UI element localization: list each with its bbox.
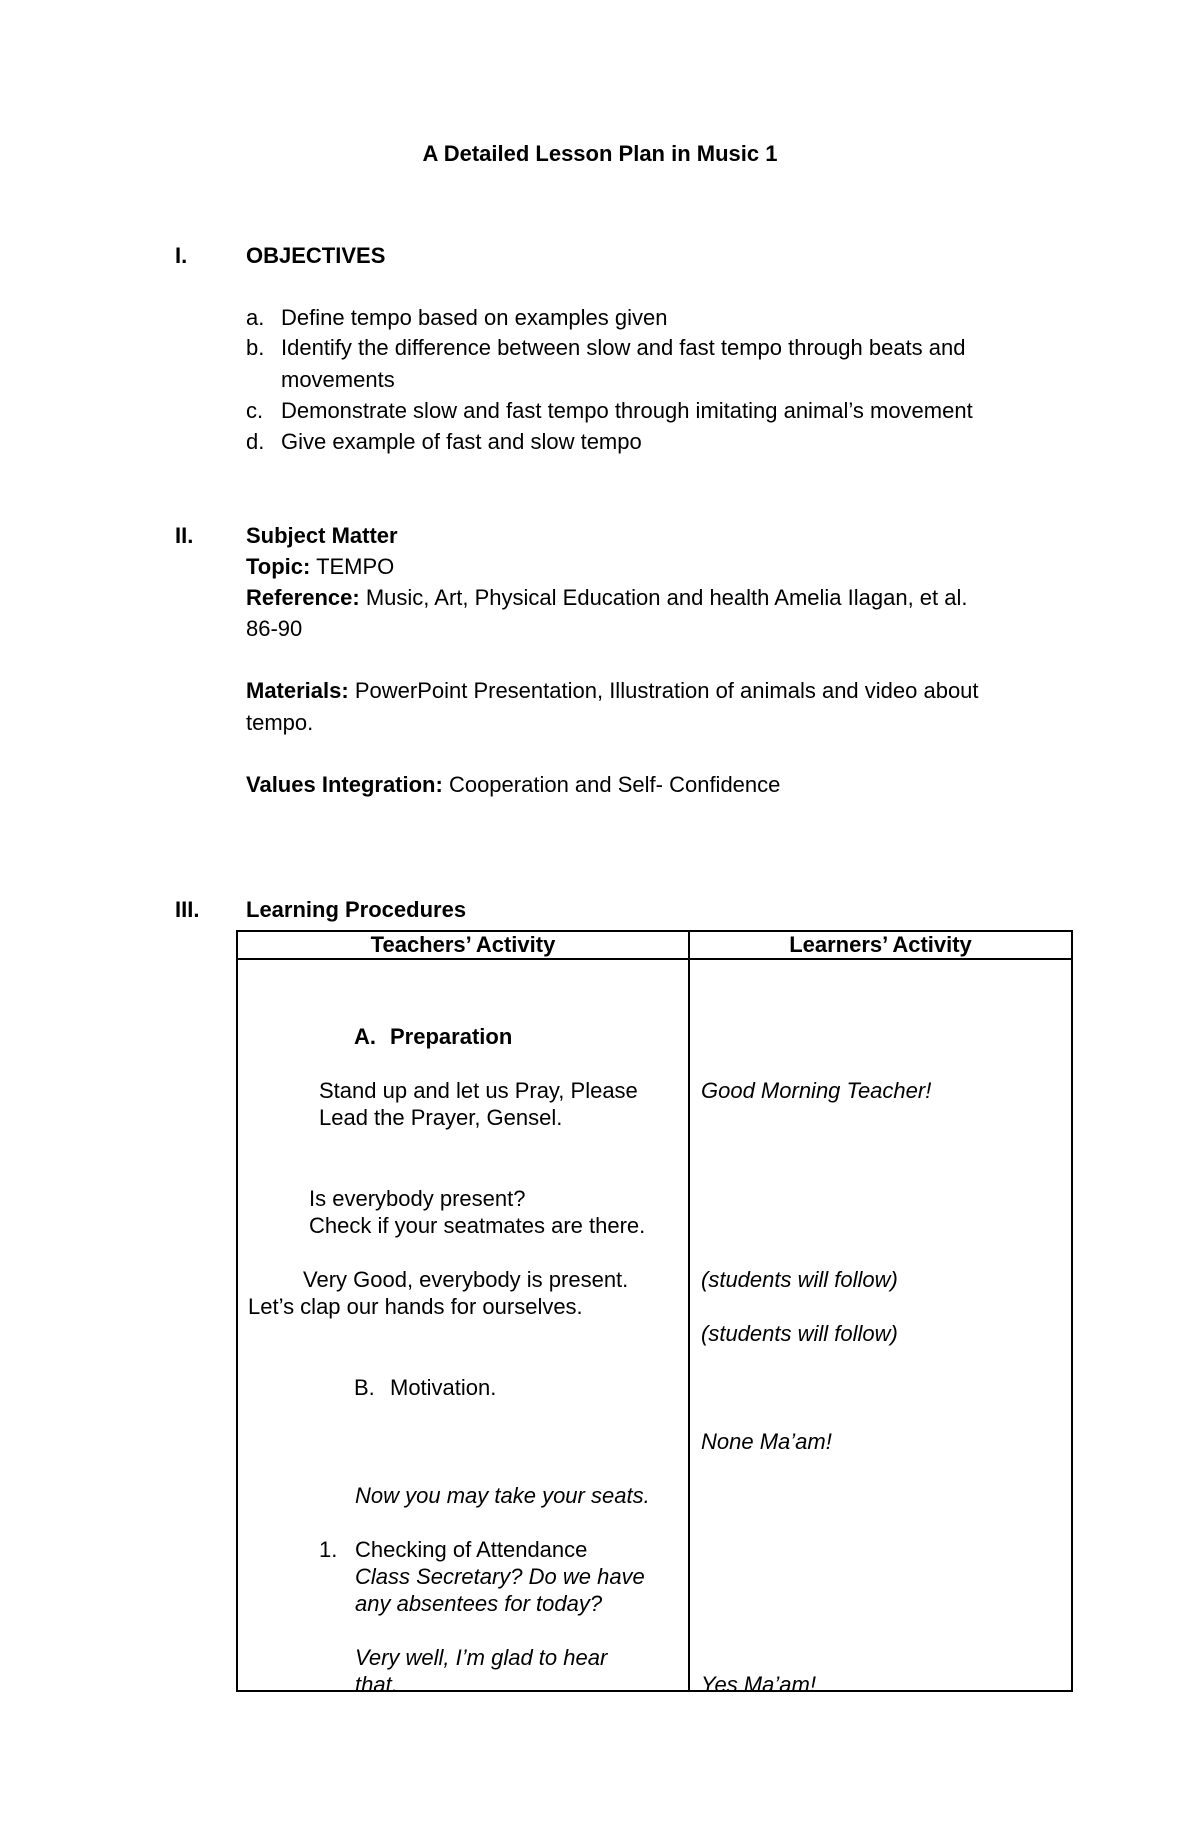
teacher-present-line-1: Is everybody present? bbox=[309, 1186, 526, 1211]
topic-line bbox=[246, 554, 394, 580]
objective-text-b-cont: movements bbox=[281, 367, 395, 392]
attendance-label: Checking of Attendance bbox=[355, 1537, 588, 1562]
section-number-objectives: I. bbox=[175, 243, 188, 268]
objective-text-b: Identify the difference between slow and fast tempo through beats and bbox=[281, 335, 966, 360]
learner-follow-1: (students will follow) bbox=[701, 1267, 898, 1292]
section-heading-procedures: Learning Procedures bbox=[246, 897, 467, 922]
teacher-seats: Now you may take your seats. bbox=[355, 1483, 650, 1508]
objective-text-a: Define tempo based on examples given bbox=[281, 305, 668, 330]
attendance-number: 1. bbox=[319, 1537, 338, 1562]
section-heading-objectives: OBJECTIVES bbox=[246, 243, 386, 268]
reference-label: Reference: bbox=[246, 585, 360, 610]
teacher-glad-line-1: Very well, I’m glad to hear bbox=[355, 1645, 608, 1670]
materials-label: Materials: bbox=[246, 678, 349, 703]
topic-value: TEMPO bbox=[310, 554, 395, 579]
materials-line bbox=[246, 678, 979, 704]
teacher-good-line-1: Very Good, everybody is present. bbox=[303, 1267, 629, 1292]
objective-text-c: Demonstrate slow and fast tempo through imitating animal’s movement bbox=[281, 398, 973, 423]
teacher-present-line-2: Check if your seatmates are there. bbox=[309, 1213, 646, 1238]
attendance-question-2: any absentees for today? bbox=[355, 1591, 603, 1616]
procedures-table bbox=[236, 930, 1073, 1697]
preparation-letter: A. bbox=[354, 1024, 376, 1049]
teacher-good-line-2: Let’s clap our hands for ourselves. bbox=[248, 1294, 583, 1319]
learner-activity-cell bbox=[689, 959, 1072, 1697]
values-value: Cooperation and Self- Confidence bbox=[442, 772, 781, 797]
preparation-label: Preparation bbox=[390, 1024, 513, 1049]
values-line bbox=[246, 772, 780, 798]
objective-letter-a: a. bbox=[246, 305, 265, 330]
teacher-pray-line-2: Lead the Prayer, Gensel. bbox=[319, 1105, 563, 1130]
reference-value: Music, Art, Physical Education and health Amelia Ilagan, et al. bbox=[359, 585, 968, 610]
objective-letter-c: c. bbox=[246, 398, 264, 423]
objective-letter-d: d. bbox=[246, 429, 265, 454]
objective-text-d: Give example of fast and slow tempo bbox=[281, 429, 642, 454]
reference-pages: 86-90 bbox=[246, 616, 303, 641]
teacher-glad-line-2: that. bbox=[355, 1672, 398, 1697]
attendance-question-1: Class Secretary? Do we have bbox=[355, 1564, 645, 1589]
values-label: Values Integration: bbox=[246, 772, 443, 797]
materials-value: PowerPoint Presentation, Illustration of animals and video about bbox=[348, 678, 979, 703]
document-title: A Detailed Lesson Plan in Music 1 bbox=[422, 141, 778, 166]
learner-greet: Good Morning Teacher! bbox=[701, 1078, 932, 1103]
learner-column-header: Learners’ Activity bbox=[689, 931, 1072, 959]
learner-yes: Yes Ma’am! bbox=[701, 1672, 816, 1697]
reference-line bbox=[246, 585, 968, 611]
procedures-body-row bbox=[237, 959, 1072, 1691]
motivation-label: Motivation. bbox=[390, 1375, 497, 1400]
learner-none: None Ma’am! bbox=[701, 1429, 832, 1454]
materials-value-cont: tempo. bbox=[246, 710, 314, 735]
section-number-procedures: III. bbox=[175, 897, 200, 922]
teacher-column-header: Teachers’ Activity bbox=[237, 931, 689, 959]
teacher-pray-line-1: Stand up and let us Pray, Please bbox=[319, 1078, 638, 1103]
teacher-activity-cell bbox=[237, 959, 689, 1697]
section-heading-subject: Subject Matter bbox=[246, 523, 398, 548]
section-number-subject: II. bbox=[175, 523, 194, 548]
motivation-letter: B. bbox=[354, 1375, 375, 1400]
topic-label: Topic: bbox=[246, 554, 311, 579]
objective-letter-b: b. bbox=[246, 335, 265, 360]
procedures-header-row bbox=[237, 931, 1072, 959]
learner-follow-2: (students will follow) bbox=[701, 1321, 898, 1346]
